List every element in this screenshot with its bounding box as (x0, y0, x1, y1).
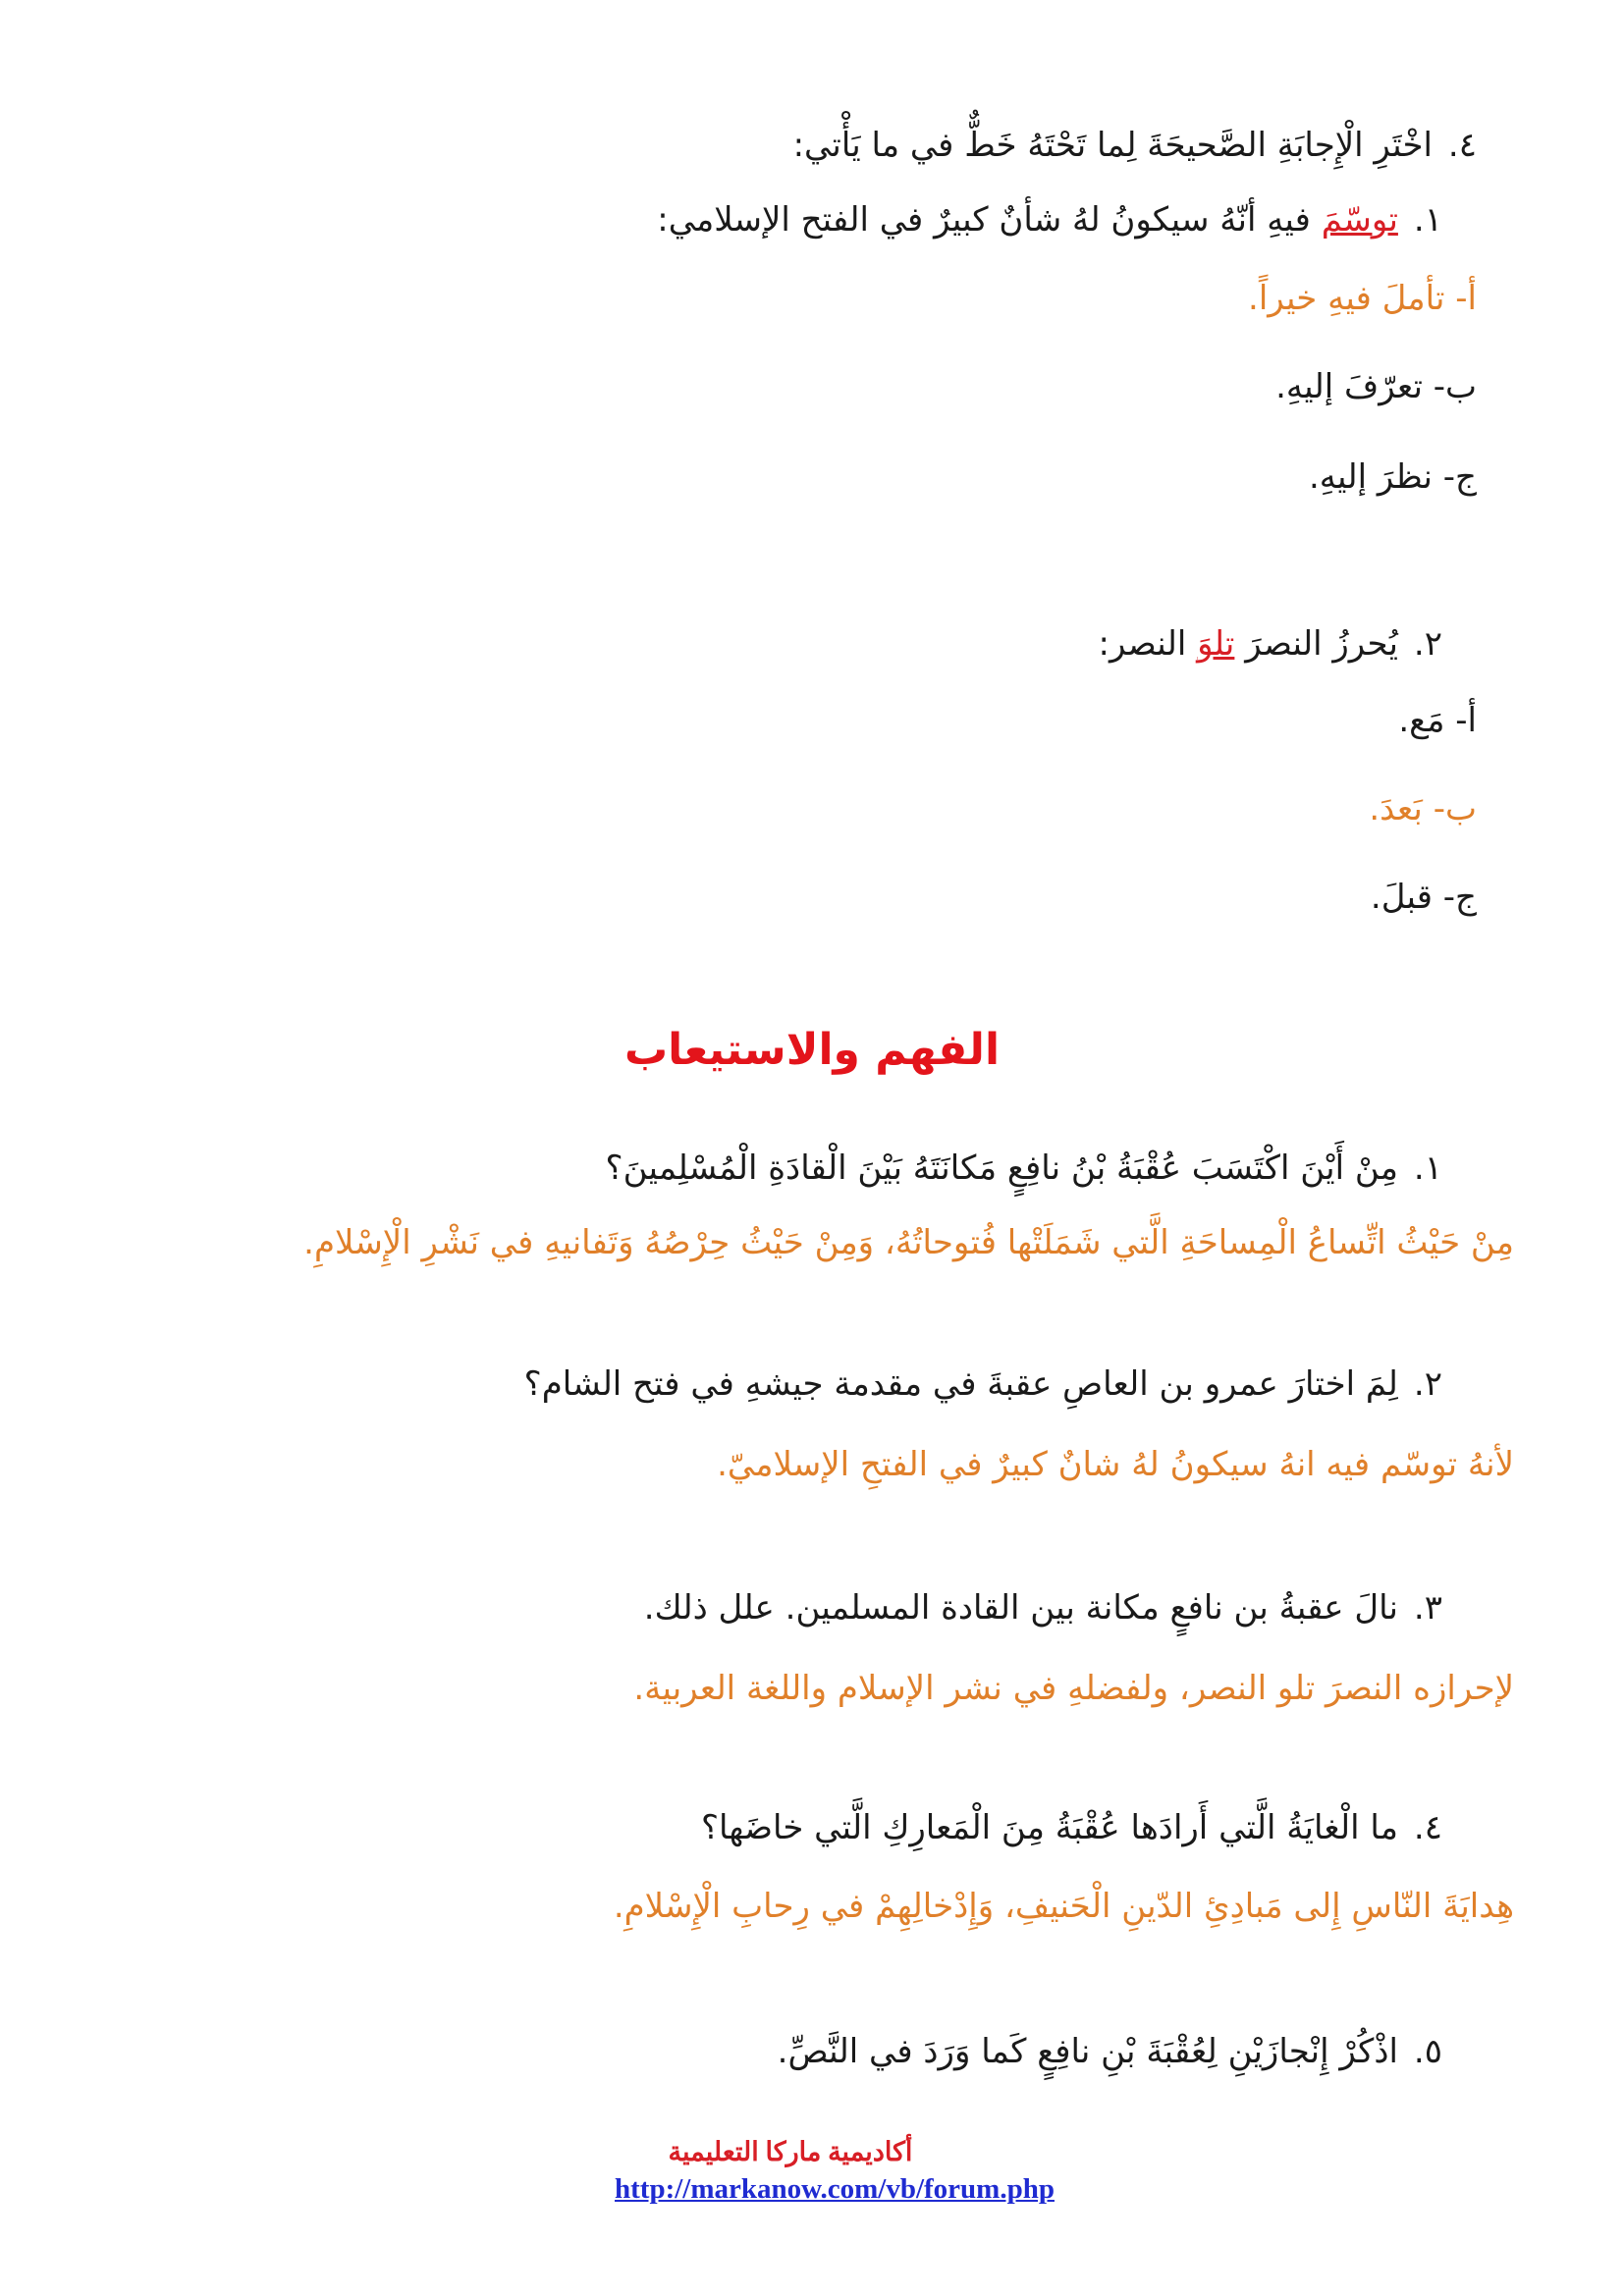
comp-question-number: ١. (1413, 1148, 1442, 1188)
comp-question-5 (778, 2026, 1442, 2077)
comp-question-3 (644, 1582, 1442, 1633)
option-text: مَع. (1398, 701, 1445, 740)
vocab-item-2-after: النصر: (1098, 624, 1187, 664)
vocab-item-1-underlined: توسّمَ (1321, 200, 1398, 240)
option-text: تعرّفَ إليهِ. (1275, 367, 1423, 406)
option-text: تأملَ فيهِ خيراً. (1248, 279, 1445, 318)
comp-question-text: مِنْ أَيْنَ اكْتَسَبَ عُقْبَةُ بْنُ نافِعٍ مَكانَتَهُ بَيْنَ الْقادَةِ الْمُسْلِمينَ؟ (605, 1148, 1398, 1188)
vocab-item-1-option-c (1309, 452, 1477, 503)
option-text: نظرَ إليهِ. (1308, 457, 1433, 497)
option-text: قبلَ. (1370, 878, 1433, 917)
comp-answer-3: لإحرازه النصرَ تلو النصر، ولفضلهِ في نشر الإسلام واللغة العربية. (633, 1669, 1514, 1708)
vocab-item-2-option-c (1371, 872, 1477, 923)
comp-question-number: ٣. (1413, 1588, 1442, 1628)
comp-question-number: ٤. (1413, 1808, 1442, 1847)
option-text: بَعدَ. (1369, 789, 1423, 828)
vocab-question (793, 120, 1477, 171)
vocab-item-2-number: ٢. (1413, 624, 1442, 664)
comp-answer-4: هِدايَةَ النّاسِ إِلى مَبادِئِ الدّينِ الْحَنيفِ، وَإِدْخالِهِمْ في رِحابِ الْإِسْلامِ. (613, 1887, 1514, 1926)
vocab-item-1-number: ١. (1413, 200, 1442, 240)
comp-question-1 (606, 1143, 1442, 1194)
footer-link[interactable]: http://markanow.com/vb/forum.php (615, 2173, 1055, 2205)
comp-question-4 (701, 1802, 1442, 1853)
vocab-item-2-option-a (1398, 695, 1477, 746)
section-heading: الفهم والاستيعاب (623, 1025, 1001, 1075)
vocab-item-1-text: فيهِ أنّهُ سيكونُ لهُ شأنٌ كبيرٌ في الفتح الإسلامي: (657, 200, 1311, 240)
comp-question-text: ما الْغايَةُ الَّتي أَرادَها عُقْبَةُ مِنَ الْمَعارِكِ الَّتي خاضَها؟ (701, 1808, 1398, 1847)
vocab-item-1 (657, 194, 1442, 245)
option-label: ج- (1442, 457, 1477, 497)
vocab-item-2-underlined: تلوَ (1197, 624, 1235, 664)
option-label: ج- (1442, 878, 1477, 917)
option-label: أ- (1455, 701, 1477, 740)
option-label: ب- (1433, 789, 1477, 828)
comp-question-2 (524, 1359, 1442, 1410)
vocab-item-1-option-b (1275, 361, 1477, 412)
vocab-item-2-option-b (1369, 783, 1477, 834)
footer-academy-name: أكاديمية ماركا التعليمية (668, 2137, 913, 2166)
comp-question-text: نالَ عقبةُ بن نافعٍ مكانة بين القادة المسلمين. علل ذلك. (643, 1588, 1398, 1628)
vocab-question-number: ٤. (1447, 126, 1477, 165)
comp-question-text: اذْكُرْ إِنْجازَيْنِ لِعُقْبَةَ بْنِ نافِعٍ كَما وَرَدَ في النَّصِّ. (777, 2032, 1398, 2071)
comp-question-text: لِمَ اختارَ عمرو بن العاصِ عقبةَ في مقدمة جيشهِ في فتح الشام؟ (523, 1364, 1398, 1404)
vocab-item-2-before: يُحرزُ النصرَ (1245, 624, 1398, 664)
comp-answer-1: مِنْ حَيْثُ اتِّساعُ الْمِساحَةِ الَّتي شَمَلَتْها فُتوحاتُهُ، وَمِنْ حَيْثُ حِرْصُهُ وَتَفانيهِ في نَشْرِ الْإِسْلامِ. (303, 1223, 1514, 1262)
comp-question-number: ٢. (1413, 1364, 1442, 1404)
option-label: ب- (1433, 367, 1477, 406)
vocab-item-2 (1099, 618, 1442, 669)
vocab-question-text: اخْتَرِ الْإِجابَةِ الصَّحيحَةَ لِما تَحْتَهُ خَطٌّ في ما يَأْتي: (792, 126, 1433, 165)
option-label: أ- (1455, 279, 1477, 318)
comp-answer-2: لأنهُ توسّم فيه انهُ سيكونُ لهُ شانٌ كبيرٌ في الفتحِ الإسلاميّ. (717, 1445, 1514, 1484)
vocab-item-1-option-a (1248, 273, 1477, 324)
comp-question-number: ٥. (1413, 2032, 1442, 2071)
